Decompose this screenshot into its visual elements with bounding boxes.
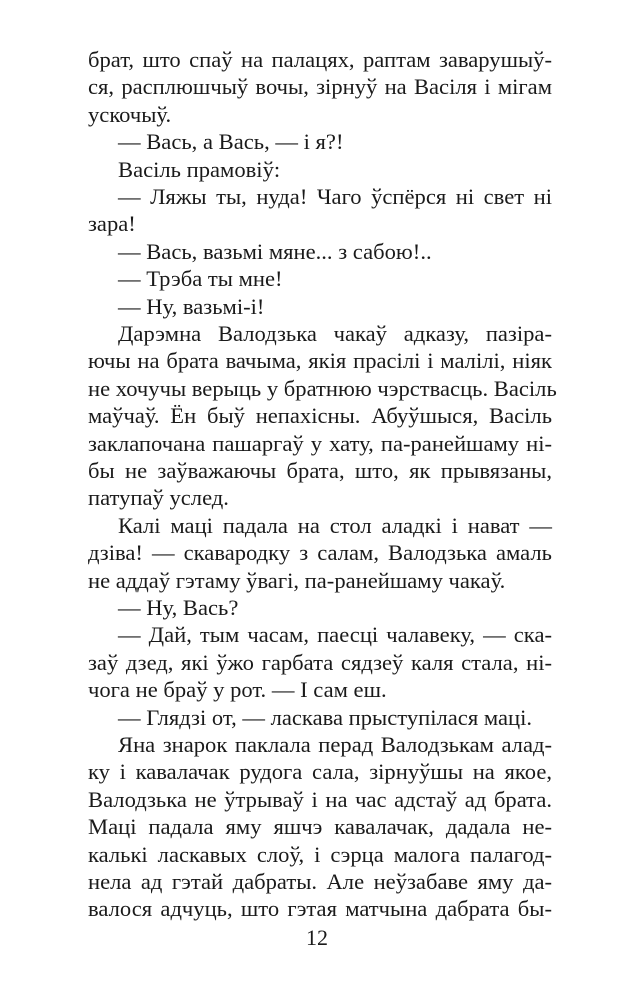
text-line: — Ляжы ты, нуда! Чаго ўспёрся ні свет ні — [118, 184, 552, 209]
text-line: — Дай, тым часам, паесці чалавеку, — ска- — [118, 622, 552, 648]
text-line: ускочыў. — [88, 101, 172, 127]
text-line: — Ну, Вась? — [118, 595, 239, 620]
text-line: ючы на брата вачыма, якія прасілі і малілі, ніяк — [88, 348, 552, 374]
text-line: Калі маці падала на стол аладкі і нават — — [118, 512, 552, 538]
text-line: — Ну, вазьмі-і! — [118, 293, 265, 319]
text-line: ся, расплюшчыў вочы, зірнуў на Васіля і мігам — [88, 74, 552, 100]
text-line: — Вась, вазьмі мяне... з сабою!.. — [118, 238, 432, 264]
text-line: — Трэба ты мне! — [118, 266, 283, 292]
page-number: 12 — [306, 925, 328, 950]
text-line: валося адчуць, што гэтая матчына дабрата бы- — [88, 896, 552, 922]
text-line: Маці падала яму яшчэ кавалачак, дадала не- — [88, 814, 552, 840]
text-line: Дарэмна Валодзька чакаў адказу, пазіра- — [118, 321, 552, 346]
text-line: — Глядзі от, — ласкава прыступілася маці. — [118, 704, 533, 730]
text-line: брат, што спаў на палацях, раптам заварушыў- — [88, 47, 552, 72]
text-line: маўчаў. Ён быў непахісны. Абуўшыся, Васіль — [88, 403, 552, 429]
text-line: нела ад гэтай дабраты. Але неўзабаве яму да- — [88, 869, 552, 894]
text-line: Валодзька не ўтрываў і на час адстаў ад брата. — [88, 786, 552, 812]
text-line: бы не заўважаючы брата, што, як прывязаны, — [88, 458, 552, 483]
text-line: калькі ласкавых слоў, і сэрца малога палагод- — [88, 841, 552, 867]
text-line: зара! — [88, 211, 136, 237]
text-line: патупаў услед. — [88, 485, 229, 511]
text-line: — Вась, а Вась, — і я?! — [118, 129, 344, 155]
text-line: заклапочана пашаргаў у хату, па-ранейшаму ні- — [88, 430, 552, 456]
text-line: ку і кавалачак рудога сала, зірнуўшы на якое, — [88, 759, 552, 785]
text-line: не хочучы верыць у братнюю чэрствасць. Васіль — [88, 375, 557, 401]
text-line: чога не браў у рот. — І сам еш. — [88, 677, 387, 703]
text-line: не аддаў гэтаму ўвагі, па-ранейшаму чакаў. — [88, 567, 506, 593]
text-line: дзіва! — скавародку з салам, Валодзька амаль — [88, 540, 552, 566]
text-line: заў дзед, які ўжо гарбата сядзеў каля стала, ні- — [88, 649, 552, 675]
text-line: Васіль прамовіў: — [118, 156, 281, 182]
text-line: Яна знарок паклала перад Валодзькам алад- — [118, 732, 552, 757]
